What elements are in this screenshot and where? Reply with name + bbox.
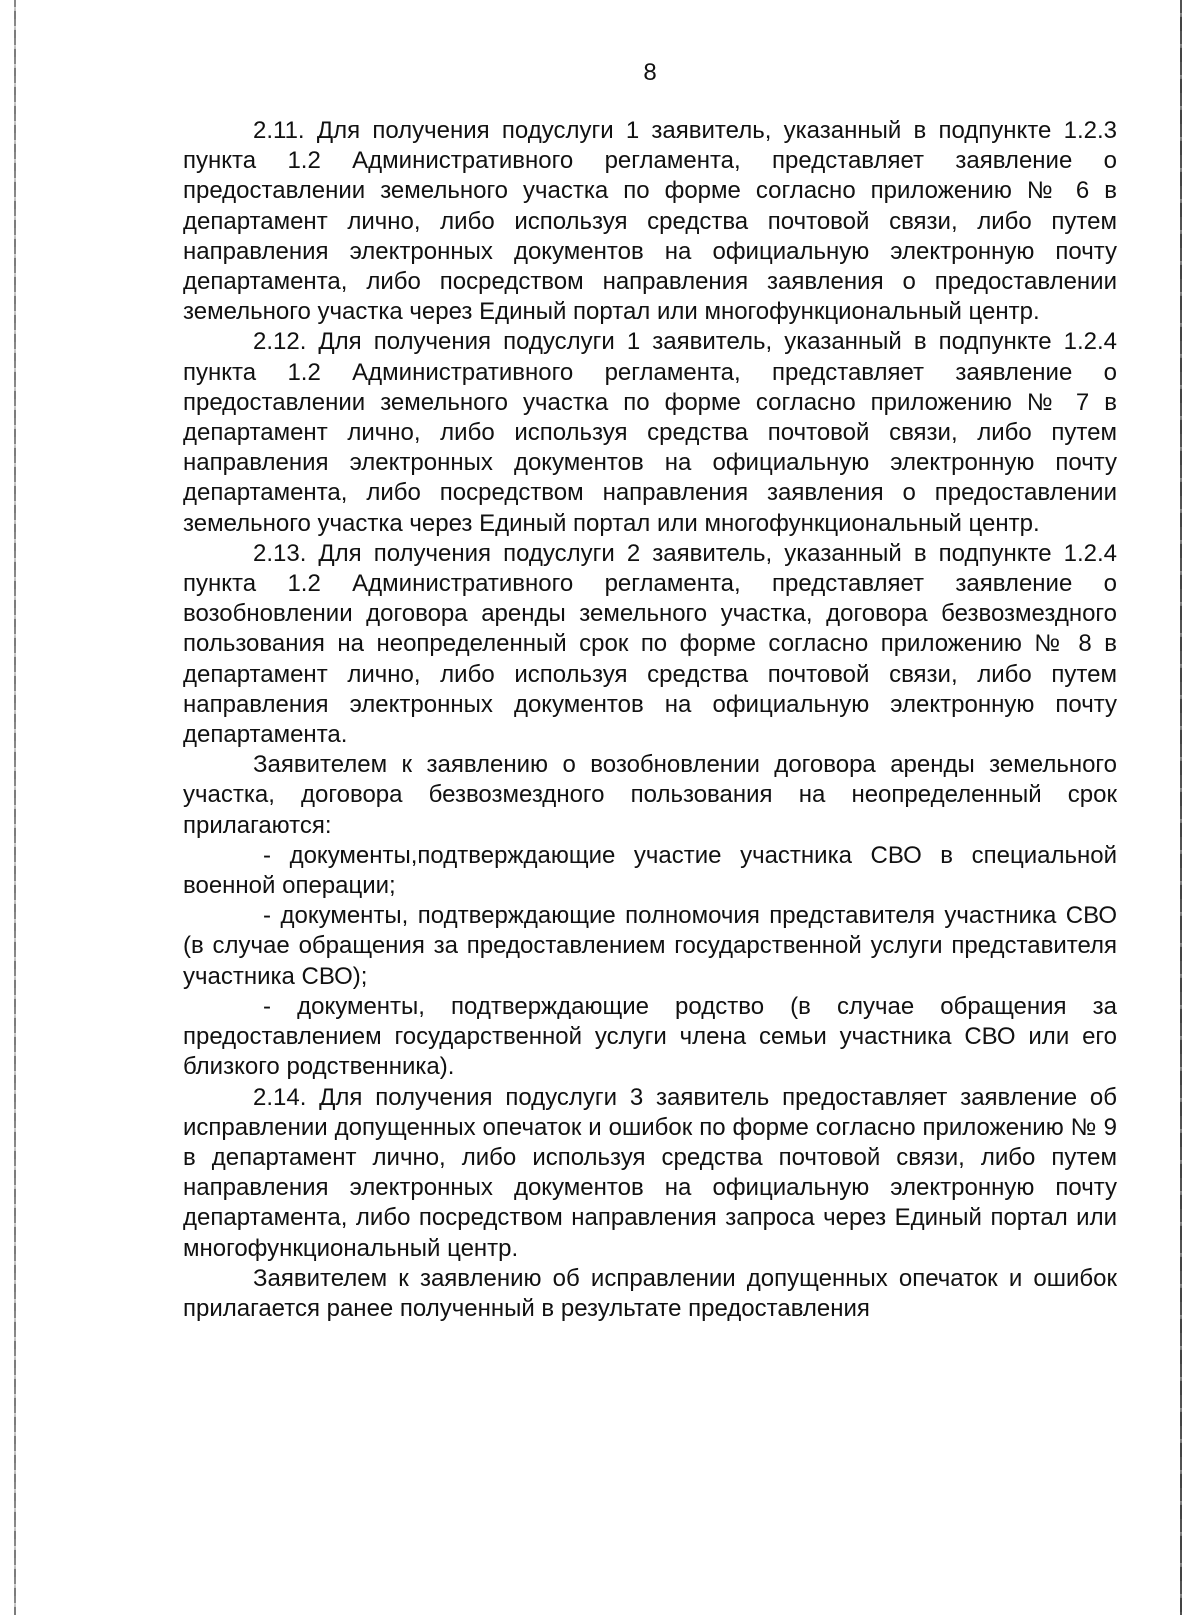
paragraph-2-14: 2.14. Для получения подуслуги 3 заявитель предоставляет заявление об исправлении допущенных опечаток и ошибок по форме согласно приложению № 9 в департамент лично, либо используя средства почтовой связи, либо путем направления электронных документов на официальную электронную почту департамента, либо посредством направления запроса через Единый портал или многофункциональный центр. [183,1083,1117,1262]
page-number: 8 [643,59,657,86]
list-item-representative-authority: - документы, подтверждающие полномочия представителя участника СВО (в случае обращения за предоставлением государственной услуги представителя участника СВО); [183,902,1117,990]
scan-edge-right [1180,0,1182,1615]
paragraph-2-11: 2.11. Для получения подуслуги 1 заявитель, указанный в подпункте 1.2.3 пункта 1.2 Административного регламента, представляет заявление о предоставлении земельного участка по форме согласно приложению № 6 в департамент лично, либо используя средства почтовой связи, либо путем направления электронных документов на официальную электронную почту департамента, либо посредством направления заявления о предоставлении земельного участка через Единый портал или многофункциональный центр. [183,117,1117,326]
paragraph-attachments-intro: Заявителем к заявлению о возобновлении договора аренды земельного участка, договора безвозмездного пользования на неопределенный срок прилагаются: [183,751,1117,839]
scan-edge-left [14,0,16,1615]
paragraph-2-12: 2.12. Для получения подуслуги 1 заявитель, указанный в подпункте 1.2.4 пункта 1.2 Административного регламента, представляет заявление о предоставлении земельного участка по форме согласно приложению № 7 в департамент лично, либо используя средства почтовой связи, либо путем направления электронных документов на официальную электронную почту департамента, либо посредством направления заявления о предоставлении земельного участка через Единый портал или многофункциональный центр. [183,328,1117,537]
list-item-svo-participation: - документы,подтверждающие участие участника СВО в специальной военной операции; [183,841,1117,900]
list-item-kinship: - документы, подтверждающие родство (в случае обращения за предоставлением государственной услуги члена семьи участника СВО или его близкого родственника). [183,992,1117,1081]
paragraph-correction-attachment: Заявителем к заявлению об исправлении допущенных опечаток и ошибок прилагается ранее полученный в результате предоставления [183,1264,1117,1322]
document-body [183,116,1117,1324]
paragraph-2-13: 2.13. Для получения подуслуги 2 заявитель, указанный в подпункте 1.2.4 пункта 1.2 Административного регламента, представляет заявление о возобновлении договора аренды земельного участка, договора безвозмездного пользования на неопределенный срок по форме согласно приложению № 8 в департамент лично, либо используя средства почтовой связи, либо путем направления электронных документов на официальную электронную почту департамента. [183,539,1117,749]
